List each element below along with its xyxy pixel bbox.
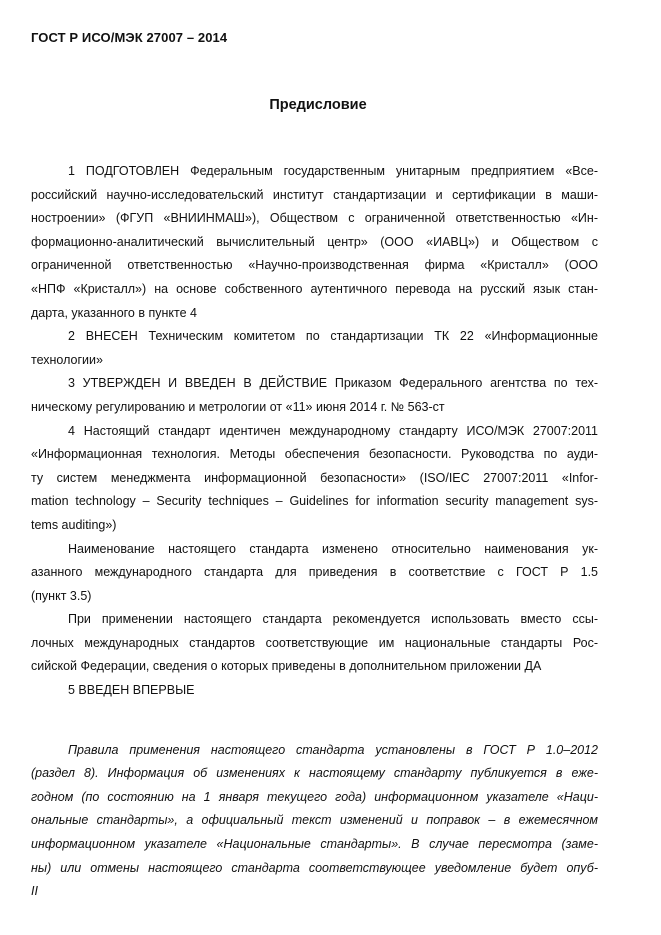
text-line: лочных международных стандартов соответствующие им национальные стандарты Рос- <box>31 635 598 650</box>
paragraph-first-introduced <box>31 679 598 703</box>
document-body <box>31 160 598 904</box>
text-line: tems auditing») <box>31 517 117 532</box>
text-line: ническому регулированию и метрологии от «11» июня 2014 г. № 563-ст <box>31 399 445 414</box>
text-line: 2 ВНЕСЕН Техническим комитетом по стандартизации ТК 22 «Информационные <box>68 329 598 344</box>
document-header: ГОСТ Р ИСО/МЭК 27007 – 2014 <box>31 30 228 45</box>
text-line: технологии» <box>31 352 103 367</box>
text-line: формационно-аналитический вычислительный центр» (ООО «ИАВЦ») и Обществом с <box>31 234 598 249</box>
text-line: дарта, указанного в пункте 4 <box>31 305 197 320</box>
text-line: ностроении» (ФГУП «ВНИИНМАШ»), Обществом с ограниченной ответственностью «Ин- <box>31 211 598 226</box>
text-line: (пункт 3.5) <box>31 588 92 603</box>
page-number: II <box>31 884 38 899</box>
text-line: «НПФ «Кристалл») на основе собственного аутентичного перевода на русский язык стан- <box>31 281 598 296</box>
text-line: «Информационная технология. Методы обеспечения безопасности. Руководства по ауди- <box>31 447 598 462</box>
text-line: 1 ПОДГОТОВЛЕН Федеральным государственным унитарным предприятием «Все- <box>68 164 598 178</box>
text-line: российский научно-исследовательский институт стандартизации и сертификации в маши- <box>31 187 598 202</box>
text-line: mation technology – Security techniques – Guidelines for information security management sys- <box>31 494 598 509</box>
text-line: ональные стандарты», а официальный текст изменений и поправок – в ежемесячном <box>31 813 598 828</box>
paragraph-approved <box>31 372 598 419</box>
page-title: Предисловие <box>269 97 367 113</box>
paragraph-references <box>31 608 598 679</box>
section-gap <box>31 703 598 739</box>
text-line: ны) или отмены настоящего стандарта соответствующее уведомление будет опуб- <box>31 860 598 875</box>
text-line: ограниченной ответственностью «Научно-производственная фирма «Кристалл» (ООО <box>31 258 598 273</box>
text-line: При применении настоящего стандарта рекомендуется использовать вместо ссы- <box>68 612 598 627</box>
text-line: сийской Федерации, сведения о которых приведены в дополнительном приложении ДА <box>31 659 542 674</box>
text-line: годном (по состоянию на 1 января текущего года) информационном указателе «Наци- <box>31 789 598 804</box>
text-line: Правила применения настоящего стандарта установлены в ГОСТ Р 1.0–2012 <box>68 742 598 757</box>
notice-paragraph <box>31 739 598 904</box>
text-line: Наименование настоящего стандарта изменено относительно наименования ук- <box>68 541 598 556</box>
text-line: 5 ВВЕДЕН ВПЕРВЫЕ <box>68 683 195 698</box>
text-line: 4 Настоящий стандарт идентичен международному стандарту ИСО/МЭК 27007:2011 <box>68 423 598 438</box>
text-line: азанного международного стандарта для приведения в соответствие с ГОСТ Р 1.5 <box>31 565 598 580</box>
text-line: 3 УТВЕРЖДЕН И ВВЕДЕН В ДЕЙСТВИЕ Приказом Федерального агентства по тех- <box>68 376 598 391</box>
paragraph-name-changed <box>31 538 598 609</box>
text-line: (раздел 8). Информация об изменениях к настоящему стандарту публикуется в еже- <box>31 766 598 781</box>
text-line: информационном указателе «Национальные стандарты». В случае пересмотра (заме- <box>31 837 598 852</box>
paragraph-introduced-by <box>31 325 598 372</box>
paragraph-identical-standard <box>31 420 598 538</box>
text-line: ту систем менеджмента информационной безопасности» (ISO/IEC 27007:2011 «Infor- <box>31 470 598 485</box>
paragraph-prepared-by <box>31 160 598 325</box>
